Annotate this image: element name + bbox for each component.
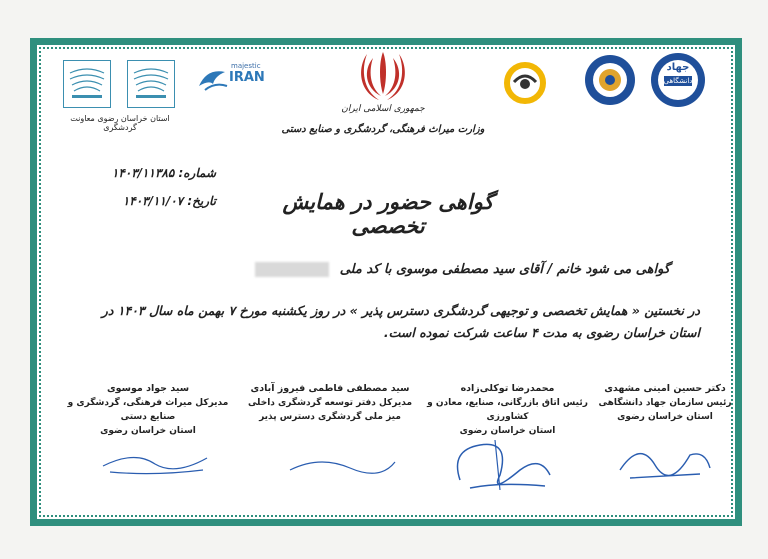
number-label: شماره:: [178, 166, 216, 180]
emblem-caption: جمهوری اسلامی ایران: [341, 104, 425, 114]
majestic-iran-logo: [195, 58, 275, 100]
signature-1: [610, 430, 720, 490]
signatory-3-role: مدیرکل دفتر توسعه گردشگری داخلی: [247, 398, 413, 408]
jahad-label: جهاد: [666, 62, 690, 73]
jahad-sub: دانشگاهی: [663, 77, 693, 85]
body-line-1-text: گواهی می شود خانم / آقای سید مصطفی موسوی با کد ملی: [339, 262, 670, 277]
signatory-2-province: استان خراسان رضوی: [459, 426, 556, 436]
ministry-title: وزارت میراث فرهنگی، گردشگری و صنایع دستی: [281, 124, 485, 135]
body-line-2: در نخستین « همایش تخصصی و توجیهی گردشگری دسترس پذیر » در روز یکشنبه مورخ ۷ بهمن ماه سال ۱۴۰۳ در استان خراسان رضوی به مدت ۴ ساعت شرکت نموده است.: [101, 303, 700, 340]
signatory-1: [590, 382, 740, 424]
signatory-3-province: میز ملی گردشگری دسترس پذیر: [259, 412, 401, 422]
signatory-4: [58, 382, 238, 438]
signature-3: [280, 440, 400, 490]
tourism-logo: [500, 58, 550, 108]
masked-national-id: ********: [255, 262, 329, 277]
signatory-1-role: رئیس سازمان جهاد دانشگاهی: [598, 398, 732, 408]
signatory-3-name: سید مصطفی فاطمی فیروز آبادی: [250, 383, 410, 394]
date-label: تاریخ:: [187, 194, 216, 208]
signatory-1-province: استان خراسان رضوی: [617, 412, 713, 422]
number-value: ۱۴۰۳/۱۱۳۸۵: [111, 166, 175, 180]
certificate-date: [96, 194, 216, 208]
certificate-number: [96, 166, 216, 180]
iran-emblem: [355, 48, 411, 104]
signatory-4-name: سید جواد موسوی: [106, 383, 190, 394]
signatory-2-name: محمدرضا توکلی‌زاده: [460, 383, 555, 394]
signatory-1-name: دکتر حسین امینی مشهدی: [604, 383, 726, 394]
ministry-logo-2: [127, 60, 175, 108]
ministry-logo-1: [63, 60, 111, 108]
certificate-title: گواهی حضور در همایش تخصصی: [282, 190, 494, 238]
signatory-4-province: استان خراسان رضوی: [100, 426, 196, 436]
signatory-3: [245, 382, 415, 424]
signature-4: [95, 440, 215, 490]
signatory-2-role: رئیس اتاق بازرگانی، صنایع، معادن و کشاورزی: [427, 398, 588, 422]
iran-word: IRAN: [229, 70, 265, 85]
signature-2: [440, 430, 560, 500]
jahad-daneshgahi-logo: [648, 50, 708, 112]
signatory-4-role: مدیرکل میراث فرهنگی، گردشگری و صنایع دستی: [67, 398, 229, 422]
body-line-1: [240, 262, 670, 277]
date-value: ۱۴۰۳/۱۱/۰۷: [122, 194, 184, 208]
chamber-of-commerce-logo: [582, 52, 638, 108]
majestic-word: majestic: [231, 62, 261, 70]
left-logos-caption: استان خراسان رضوی معاونت گردشگری: [70, 114, 170, 132]
